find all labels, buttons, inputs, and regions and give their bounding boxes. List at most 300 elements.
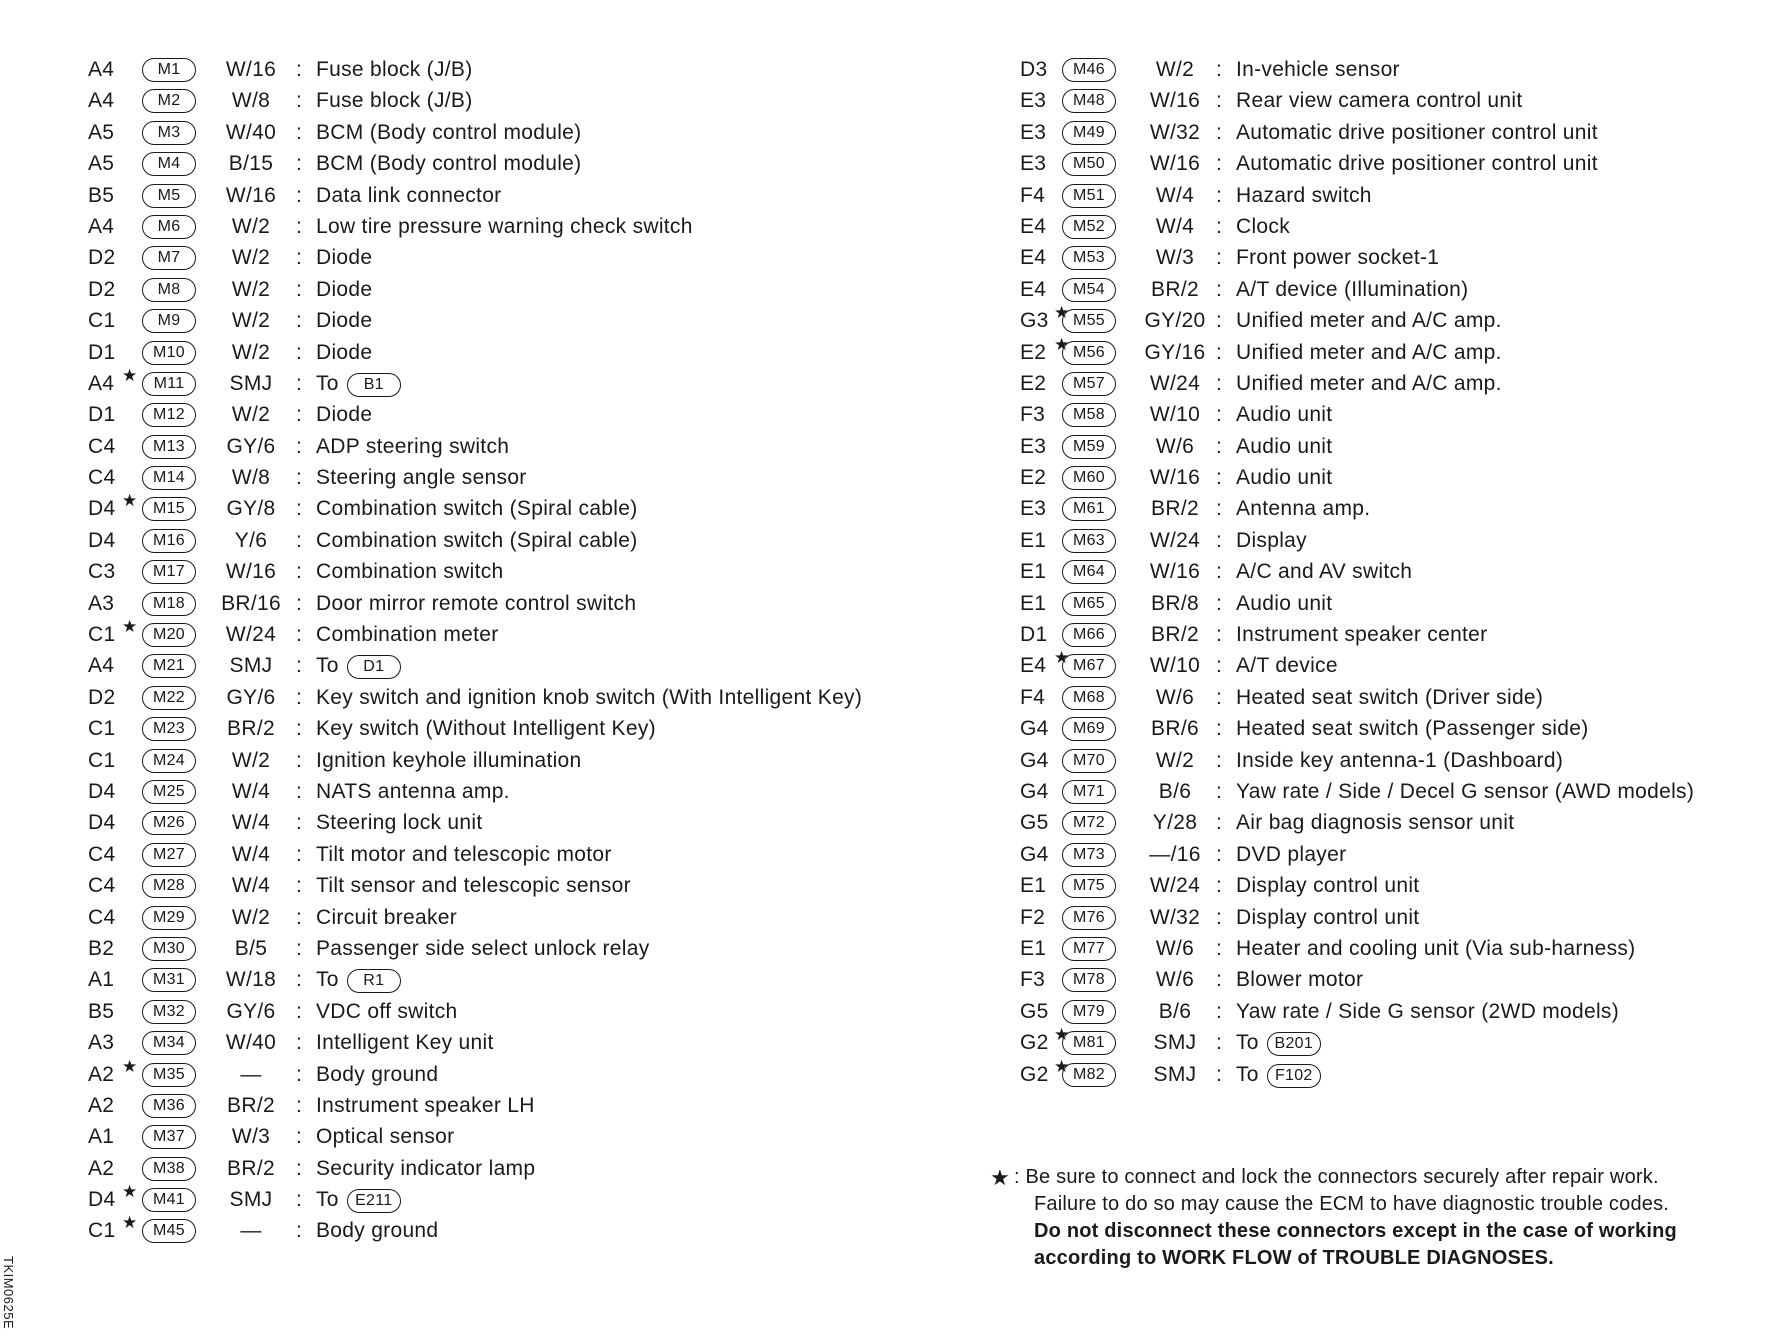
- description-text: To: [316, 1188, 339, 1212]
- connector-number: M52: [1062, 215, 1116, 239]
- connector-description: [316, 654, 401, 679]
- connector-spec: W/32: [1149, 905, 1201, 929]
- separator: :: [296, 497, 303, 521]
- connector-spec: W/16: [1149, 466, 1201, 490]
- connector-description: Passenger side select unlock relay: [316, 936, 650, 960]
- connector-number: M71: [1062, 780, 1116, 804]
- connector-number: M63: [1062, 529, 1116, 553]
- separator: :: [296, 1093, 303, 1117]
- connector-description: Blower motor: [1236, 968, 1364, 992]
- separator: :: [1216, 528, 1223, 552]
- star-icon: ★: [122, 1182, 138, 1202]
- separator: :: [296, 874, 303, 898]
- star-icon: ★: [122, 365, 138, 385]
- connector-spec: W/40: [225, 1031, 277, 1055]
- connector-number: M31: [142, 968, 196, 992]
- connector-spec: GY/6: [226, 434, 276, 458]
- separator: :: [1216, 371, 1223, 395]
- grid-location: A3: [88, 591, 115, 615]
- connector-number: M38: [142, 1157, 196, 1181]
- connector-spec: W/2: [231, 748, 271, 772]
- separator: :: [296, 623, 303, 647]
- reference-connector: B201: [1267, 1032, 1321, 1056]
- separator: :: [296, 842, 303, 866]
- separator: :: [1216, 434, 1223, 458]
- grid-location: D2: [88, 277, 116, 301]
- grid-location: F2: [1020, 905, 1046, 929]
- grid-location: E2: [1020, 466, 1047, 490]
- connector-spec: W/2: [231, 214, 271, 238]
- grid-location: C1: [88, 1219, 116, 1243]
- separator: :: [1216, 277, 1223, 301]
- connector-description: Display: [1236, 528, 1307, 552]
- connector-spec: B/6: [1158, 779, 1192, 803]
- connector-number: M7: [142, 246, 196, 270]
- grid-location: B5: [88, 999, 115, 1023]
- connector-number: M82: [1062, 1063, 1116, 1087]
- grid-location: A4: [88, 58, 115, 81]
- separator: :: [296, 560, 303, 584]
- grid-location: E1: [1020, 936, 1047, 960]
- connector-spec: W/10: [1149, 403, 1201, 427]
- separator: :: [1216, 1062, 1223, 1086]
- connector-description: Yaw rate / Side G sensor (2WD models): [1236, 999, 1619, 1023]
- separator: :: [296, 1125, 303, 1149]
- description-text: To: [316, 968, 339, 992]
- separator: :: [1216, 246, 1223, 270]
- separator: :: [296, 89, 303, 113]
- separator: :: [1216, 403, 1223, 427]
- connector-spec: W/18: [225, 968, 277, 992]
- grid-location: C1: [88, 623, 116, 647]
- reference-connector: R1: [347, 969, 401, 993]
- connector-description: Diode: [316, 277, 373, 301]
- grid-location: E3: [1020, 434, 1047, 458]
- grid-location: A4: [88, 214, 115, 238]
- star-icon: ★: [1054, 648, 1070, 668]
- connector-description: Door mirror remote control switch: [316, 591, 637, 615]
- connector-spec: —: [240, 1062, 262, 1086]
- connector-description: [316, 1188, 401, 1213]
- separator: :: [296, 654, 303, 678]
- star-icon: ★: [1054, 1056, 1070, 1076]
- grid-location: C4: [88, 905, 116, 929]
- grid-location: C4: [88, 874, 116, 898]
- grid-location: G5: [1020, 811, 1049, 835]
- connector-number: M78: [1062, 968, 1116, 992]
- grid-location: A4: [88, 654, 115, 678]
- grid-location: G2: [1020, 1031, 1049, 1055]
- grid-location: B2: [88, 936, 115, 960]
- connector-number: M13: [142, 435, 196, 459]
- connector-spec: W/2: [231, 403, 271, 427]
- connector-description: [316, 968, 401, 993]
- connector-description: NATS antenna amp.: [316, 779, 510, 803]
- connector-number: M57: [1062, 372, 1116, 396]
- grid-location: G4: [1020, 717, 1049, 741]
- reference-connector: F102: [1267, 1064, 1321, 1088]
- reference-connector: D1: [347, 655, 401, 679]
- connector-description: Combination switch (Spiral cable): [316, 528, 638, 552]
- connector-description: Heated seat switch (Passenger side): [1236, 717, 1589, 741]
- connector-number: M76: [1062, 906, 1116, 930]
- connector-spec: B/6: [1158, 999, 1192, 1023]
- connector-description: Inside key antenna-1 (Dashboard): [1236, 748, 1564, 772]
- connector-number: M12: [142, 403, 196, 427]
- connector-description: Diode: [316, 403, 373, 427]
- connector-spec: BR/2: [227, 717, 275, 741]
- grid-location: D3: [1020, 58, 1048, 81]
- grid-location: G5: [1020, 999, 1049, 1023]
- description-text: To: [1236, 1062, 1259, 1086]
- separator: :: [296, 1031, 303, 1055]
- connector-number: M65: [1062, 592, 1116, 616]
- separator: :: [296, 779, 303, 803]
- separator: :: [1216, 748, 1223, 772]
- connector-description: Optical sensor: [316, 1125, 455, 1149]
- connector-description: BCM (Body control module): [316, 152, 582, 176]
- connector-spec: SMJ: [1153, 1031, 1197, 1055]
- grid-location: E3: [1020, 89, 1047, 113]
- connector-number: M58: [1062, 403, 1116, 427]
- separator: :: [1216, 466, 1223, 490]
- connector-number: M23: [142, 717, 196, 741]
- grid-location: C1: [88, 309, 116, 333]
- connector-spec: W/2: [231, 309, 271, 333]
- connector-description: Rear view camera control unit: [1236, 89, 1523, 113]
- connector-spec: W/4: [1155, 214, 1195, 238]
- connector-number: M55: [1062, 309, 1116, 333]
- connector-number: M32: [142, 1000, 196, 1024]
- grid-location: A2: [88, 1156, 115, 1180]
- grid-location: F3: [1020, 403, 1046, 427]
- connector-number: M79: [1062, 1000, 1116, 1024]
- grid-location: E1: [1020, 591, 1047, 615]
- separator: :: [1216, 717, 1223, 741]
- connector-number: M17: [142, 560, 196, 584]
- separator: :: [296, 152, 303, 176]
- connector-number: M11: [142, 372, 196, 396]
- connector-description: Data link connector: [316, 183, 502, 207]
- connector-description: Unified meter and A/C amp.: [1236, 371, 1502, 395]
- connector-number: M24: [142, 749, 196, 773]
- connector-description: Instrument speaker LH: [316, 1093, 535, 1117]
- separator: :: [296, 214, 303, 238]
- connector-description: Fuse block (J/B): [316, 89, 473, 113]
- connector-number: M59: [1062, 435, 1116, 459]
- connector-number: M72: [1062, 811, 1116, 835]
- connector-number: M67: [1062, 654, 1116, 678]
- connector-number: M27: [142, 843, 196, 867]
- connector-spec: W/24: [1149, 874, 1201, 898]
- grid-location: C1: [88, 748, 116, 772]
- separator: :: [1216, 811, 1223, 835]
- note-line-2: Failure to do so may cause the ECM to have diagnostic trouble codes.: [1034, 1193, 1670, 1215]
- connector-number: M4: [142, 152, 196, 176]
- connector-spec: W/16: [1149, 560, 1201, 584]
- grid-location: B5: [88, 183, 115, 207]
- separator: :: [1216, 999, 1223, 1023]
- grid-location: E4: [1020, 246, 1047, 270]
- grid-location: F4: [1020, 183, 1046, 207]
- star-icon: ★: [1054, 1025, 1070, 1045]
- connector-number: M10: [142, 341, 196, 365]
- connector-spec: W/8: [231, 89, 271, 113]
- grid-location: E1: [1020, 874, 1047, 898]
- grid-location: E4: [1020, 214, 1047, 238]
- caution-note: [990, 1164, 1760, 1272]
- grid-location: D2: [88, 246, 116, 270]
- connector-spec: B/5: [234, 936, 268, 960]
- grid-location: A5: [88, 152, 115, 176]
- connector-description: [316, 372, 401, 397]
- connector-number: M20: [142, 623, 196, 647]
- separator: :: [296, 403, 303, 427]
- connector-spec: W/16: [225, 560, 277, 584]
- separator: :: [1216, 968, 1223, 992]
- connector-description: Fuse block (J/B): [316, 58, 473, 81]
- connector-number: M35: [142, 1063, 196, 1087]
- connector-number: M3: [142, 121, 196, 145]
- grid-location: D4: [88, 1188, 116, 1212]
- separator: :: [296, 1188, 303, 1212]
- connector-spec: W/3: [1155, 246, 1195, 270]
- separator: :: [296, 999, 303, 1023]
- separator: :: [296, 1219, 303, 1243]
- connector-number: M49: [1062, 121, 1116, 145]
- connector-description: Audio unit: [1236, 434, 1333, 458]
- connector-spec: SMJ: [229, 1188, 273, 1212]
- grid-location: G3: [1020, 309, 1049, 333]
- connector-description: Combination meter: [316, 623, 499, 647]
- separator: :: [1216, 685, 1223, 709]
- grid-location: G2: [1020, 1062, 1049, 1086]
- connector-description: Unified meter and A/C amp.: [1236, 340, 1502, 364]
- grid-location: E2: [1020, 371, 1047, 395]
- connector-spec: —/16: [1149, 842, 1201, 866]
- connector-spec: W/4: [231, 811, 271, 835]
- connector-description: Yaw rate / Side / Decel G sensor (AWD models): [1236, 779, 1695, 803]
- reference-connector: E211: [347, 1189, 401, 1213]
- connector-spec: BR/2: [1151, 623, 1199, 647]
- connector-spec: W/10: [1149, 654, 1201, 678]
- connector-number: M41: [142, 1188, 196, 1212]
- separator: :: [1216, 936, 1223, 960]
- note-line-4: according to WORK FLOW of TROUBLE DIAGNOSES.: [1034, 1247, 1554, 1269]
- connector-number: M34: [142, 1031, 196, 1055]
- connector-description: Clock: [1236, 214, 1291, 238]
- connector-description: Audio unit: [1236, 403, 1333, 427]
- connector-spec: W/4: [231, 842, 271, 866]
- connector-description: Air bag diagnosis sensor unit: [1236, 811, 1515, 835]
- connector-spec: BR/2: [1151, 497, 1199, 521]
- connector-description: VDC off switch: [316, 999, 458, 1023]
- connector-spec: W/16: [225, 58, 277, 81]
- connector-spec: W/4: [231, 779, 271, 803]
- connector-spec: BR/6: [1151, 717, 1199, 741]
- separator: :: [1216, 654, 1223, 678]
- connector-spec: W/6: [1155, 434, 1195, 458]
- connector-description: Key switch and ignition knob switch (With Intelligent Key): [316, 685, 863, 709]
- connector-number: M8: [142, 278, 196, 302]
- connector-number: M75: [1062, 874, 1116, 898]
- connector-spec: —: [240, 1219, 262, 1243]
- connector-description: Automatic drive positioner control unit: [1236, 120, 1598, 144]
- connector-spec: W/2: [231, 340, 271, 364]
- separator: :: [296, 968, 303, 992]
- connector-number: M56: [1062, 341, 1116, 365]
- connector-description: Audio unit: [1236, 591, 1333, 615]
- connector-description: Heater and cooling unit (Via sub-harness): [1236, 936, 1636, 960]
- connector-spec: Y/6: [234, 528, 268, 552]
- grid-location: D1: [1020, 623, 1048, 647]
- note-line-1: : Be sure to connect and lock the connectors securely after repair work.: [1014, 1166, 1659, 1188]
- separator: :: [296, 1062, 303, 1086]
- grid-location: D4: [88, 779, 116, 803]
- connector-description: Circuit breaker: [316, 905, 458, 929]
- grid-location: G4: [1020, 842, 1049, 866]
- grid-location: A1: [88, 968, 115, 992]
- connector-spec: GY/16: [1144, 340, 1206, 364]
- separator: :: [296, 120, 303, 144]
- separator: :: [1216, 309, 1223, 333]
- connector-number: M64: [1062, 560, 1116, 584]
- star-icon: ★: [122, 1213, 138, 1233]
- connector-spec: BR/2: [227, 1156, 275, 1180]
- connector-spec: BR/16: [221, 591, 281, 615]
- separator: :: [1216, 183, 1223, 207]
- grid-location: D1: [88, 340, 116, 364]
- connector-spec: W/2: [231, 905, 271, 929]
- star-icon: ★: [122, 1056, 138, 1076]
- separator: :: [1216, 779, 1223, 803]
- connector-description: [1236, 1063, 1321, 1088]
- connector-number: M81: [1062, 1031, 1116, 1055]
- connector-spec: W/2: [1155, 58, 1195, 81]
- separator: :: [296, 717, 303, 741]
- connector-description: Instrument speaker center: [1236, 623, 1488, 647]
- grid-location: E1: [1020, 560, 1047, 584]
- star-icon: ★: [122, 491, 138, 511]
- description-text: To: [316, 371, 339, 395]
- connector-description: Key switch (Without Intelligent Key): [316, 717, 656, 741]
- connector-number: M60: [1062, 466, 1116, 490]
- separator: :: [1216, 152, 1223, 176]
- separator: :: [296, 466, 303, 490]
- connector-description: Diode: [316, 309, 373, 333]
- connector-spec: W/3: [231, 1125, 271, 1149]
- connector-number: M66: [1062, 623, 1116, 647]
- connector-description: Diode: [316, 246, 373, 270]
- connector-number: M37: [142, 1125, 196, 1149]
- connector-spec: W/4: [1155, 183, 1195, 207]
- grid-location: E2: [1020, 340, 1047, 364]
- connector-spec: BR/2: [227, 1093, 275, 1117]
- connector-spec: W/24: [1149, 371, 1201, 395]
- separator: :: [296, 434, 303, 458]
- connector-description: [1236, 1031, 1321, 1056]
- grid-location: D2: [88, 685, 116, 709]
- grid-location: A2: [88, 1093, 115, 1117]
- separator: :: [1216, 89, 1223, 113]
- connector-spec: W/6: [1155, 968, 1195, 992]
- reference-connector: B1: [347, 373, 401, 397]
- separator: :: [296, 58, 303, 81]
- connector-spec: W/32: [1149, 120, 1201, 144]
- grid-location: A4: [88, 371, 115, 395]
- connector-number: M68: [1062, 686, 1116, 710]
- note-line-3: Do not disconnect these connectors except in the case of working: [1034, 1220, 1677, 1242]
- connector-description: Steering lock unit: [316, 811, 483, 835]
- separator: :: [296, 183, 303, 207]
- connector-spec: BR/2: [1151, 277, 1199, 301]
- connector-number: M53: [1062, 246, 1116, 270]
- connector-description: Display control unit: [1236, 874, 1420, 898]
- connector-spec: GY/20: [1144, 309, 1206, 333]
- grid-location: D4: [88, 528, 116, 552]
- separator: :: [1216, 842, 1223, 866]
- connector-number: M54: [1062, 278, 1116, 302]
- figure-code: TKIM0625E: [1, 1256, 16, 1330]
- connector-spec: W/6: [1155, 685, 1195, 709]
- grid-location: D4: [88, 811, 116, 835]
- connector-description: ADP steering switch: [316, 434, 510, 458]
- connector-number: M61: [1062, 497, 1116, 521]
- grid-location: C4: [88, 434, 116, 458]
- connector-description: Ignition keyhole illumination: [316, 748, 582, 772]
- connector-spec: W/16: [1149, 89, 1201, 113]
- connector-description: Diode: [316, 340, 373, 364]
- star-icon: ★: [1054, 334, 1070, 354]
- separator: :: [1216, 591, 1223, 615]
- separator: :: [296, 936, 303, 960]
- grid-location: C4: [88, 842, 116, 866]
- separator: :: [296, 340, 303, 364]
- connector-number: M6: [142, 215, 196, 239]
- connector-description: Audio unit: [1236, 466, 1333, 490]
- connector-description: BCM (Body control module): [316, 120, 582, 144]
- separator: :: [1216, 905, 1223, 929]
- separator: :: [1216, 1031, 1223, 1055]
- connector-spec: B/15: [228, 152, 274, 176]
- separator: :: [296, 371, 303, 395]
- connector-number: M29: [142, 906, 196, 930]
- separator: :: [296, 1156, 303, 1180]
- grid-location: E3: [1020, 152, 1047, 176]
- grid-location: E3: [1020, 497, 1047, 521]
- connector-spec: W/6: [1155, 936, 1195, 960]
- connector-spec: W/16: [225, 183, 277, 207]
- connector-number: M50: [1062, 152, 1116, 176]
- separator: :: [1216, 58, 1223, 81]
- grid-location: E4: [1020, 654, 1047, 678]
- separator: :: [1216, 214, 1223, 238]
- separator: :: [296, 528, 303, 552]
- connector-spec: W/2: [231, 277, 271, 301]
- separator: :: [296, 685, 303, 709]
- grid-location: C1: [88, 717, 116, 741]
- connector-spec: W/4: [231, 874, 271, 898]
- connector-description: Steering angle sensor: [316, 466, 527, 490]
- connector-spec: W/8: [231, 466, 271, 490]
- connector-number: M1: [142, 58, 196, 82]
- connector-description: A/C and AV switch: [1236, 560, 1413, 584]
- grid-location: A3: [88, 1031, 115, 1055]
- note-star-icon: ★: [990, 1165, 1010, 1190]
- connector-description: Antenna amp.: [1236, 497, 1371, 521]
- grid-location: D4: [88, 497, 116, 521]
- separator: :: [1216, 497, 1223, 521]
